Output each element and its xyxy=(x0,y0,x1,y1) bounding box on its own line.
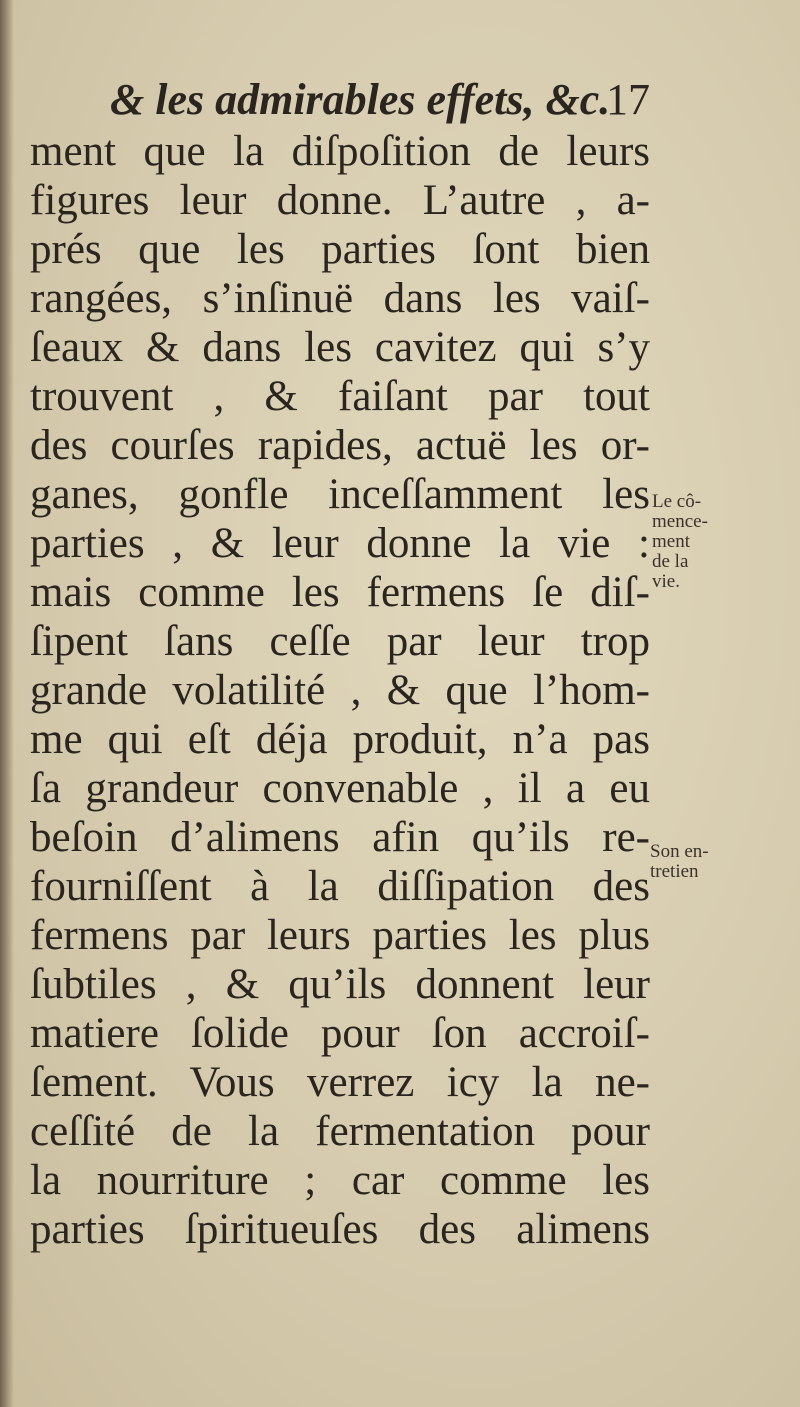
text-line: figures leur donne. L’autre , a- xyxy=(30,177,650,224)
text-line: trouvent , & faiſant par tout xyxy=(30,373,650,420)
text-line: ganes, gonfle inceſſamment les xyxy=(30,471,650,518)
text-line: matiere ſolide pour ſon accroiſ- xyxy=(30,1010,650,1057)
margin-note-life xyxy=(652,492,762,592)
text-line: grande volatilité , & que l’hom- xyxy=(30,667,650,714)
text-line: parties , & leur donne la vie : xyxy=(30,520,650,567)
text-line: la nourriture ; car comme les xyxy=(30,1157,650,1204)
margin-note-line: ment xyxy=(652,531,690,552)
margin-note-line: mence- xyxy=(652,511,708,532)
margin-note-line: tretien xyxy=(650,861,699,882)
margin-note-line: Le cô- xyxy=(652,491,702,512)
margin-note-line: Son en- xyxy=(650,841,709,862)
text-line: prés que les parties ſont bien xyxy=(30,226,650,273)
text-line: ſipent ſans ceſſe par leur trop xyxy=(30,618,650,665)
text-line: mais comme les fermens ſe diſ- xyxy=(30,569,650,616)
page-number: 17 xyxy=(606,75,650,124)
text-line: ſement. Vous verrez icy la ne- xyxy=(30,1059,650,1106)
margin-note-line: de la xyxy=(652,551,689,572)
text-line: ment que la diſpoſition de leurs xyxy=(30,128,650,175)
text-line: fermens par leurs parties les plus xyxy=(30,912,650,959)
running-title: & les admirables effets, &c. xyxy=(110,75,611,124)
page-gutter xyxy=(0,0,14,1407)
margin-note-sustenance xyxy=(650,842,760,882)
text-line: beſoin d’alimens afin qu’ils re- xyxy=(30,814,650,861)
running-header xyxy=(110,70,650,130)
text-line: fourniſſent à la diſſipation des xyxy=(30,863,650,910)
text-line: ſubtiles , & qu’ils donnent leur xyxy=(30,961,650,1008)
margin-note-line: vie. xyxy=(652,571,680,592)
text-line: des courſes rapides, actuë les or- xyxy=(30,422,650,469)
text-line: ſa grandeur convenable , il a eu xyxy=(30,765,650,812)
text-line: rangées, s’inſinuë dans les vaiſ- xyxy=(30,275,650,322)
text-line: me qui eſt déja produit, n’a pas xyxy=(30,716,650,763)
text-line: ſeaux & dans les cavitez qui s’y xyxy=(30,324,650,371)
text-line: ceſſité de la fermentation pour xyxy=(30,1108,650,1155)
text-line: parties ſpiritueuſes des alimens xyxy=(30,1206,650,1253)
